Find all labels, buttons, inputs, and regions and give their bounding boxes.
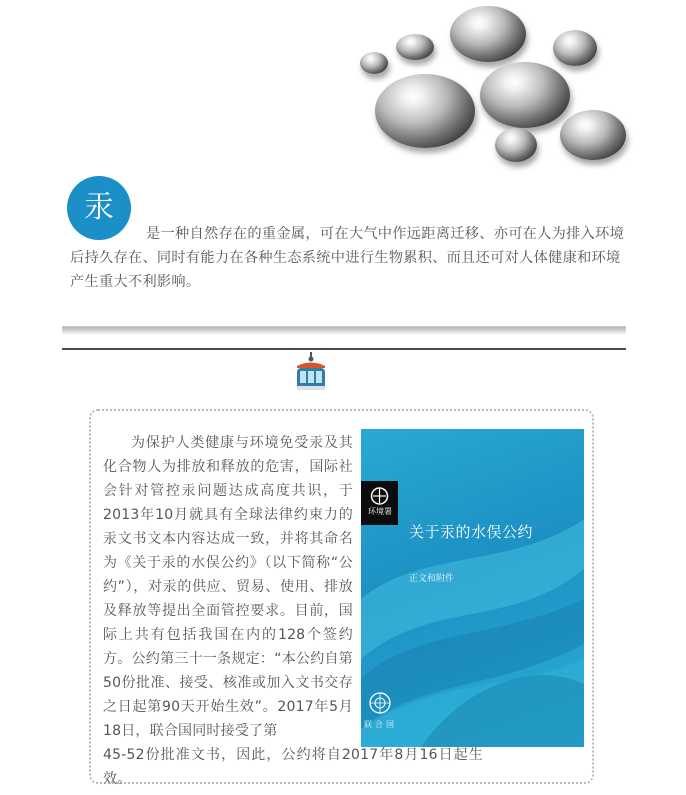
mercury-droplet: [360, 52, 388, 74]
mercury-droplet: [450, 6, 526, 62]
cover-title: 关于汞的水俣公约: [409, 523, 534, 541]
un-label: 联合国: [364, 720, 397, 729]
mercury-droplet: [560, 110, 626, 160]
unep-label: 环境署: [368, 507, 392, 516]
mercury-badge: 汞: [67, 176, 131, 240]
convention-text-tail: 45-52份批准文书，因此，公约将自2017年8月16日起生效。: [103, 747, 483, 787]
mercury-droplet: [553, 30, 597, 66]
cable-car-icon: [294, 352, 328, 394]
cover-subtitle: 正文和附件: [409, 574, 455, 584]
convention-text: 为保护人类健康与环境免受汞及其化合物人为排放和释放的危害，国际社会针对管控汞问题达成高度共识，于2013年10月就具有全球法律约束力的汞文书文本内容达成一致，并将其命名为《关于汞的水俣公约》（以下简称“公约”），对汞的供应、贸易、使用、排放及释放等提出全面管控要求。目前，国际上共有包括我国在内的128个签约方。公约第三十一条规定：“本公约自第50份批准、接受、核准或加入文书交存之日起第90天开始生效”。2017年5月18日，联合国同时接受了第: [103, 435, 353, 739]
mercury-droplet: [375, 74, 475, 148]
mercury-droplet: [480, 62, 570, 128]
intro-paragraph: 是一种自然存在的重金属，可在大气中作远距离迁移、亦可在人为排入环境后持久存在、同时有能力在各种生态系统中进行生物累积、而且还可对人体健康和环境产生重大不利影响。: [70, 226, 625, 290]
convention-book-cover: [361, 429, 584, 747]
mercury-droplet: [396, 34, 434, 60]
un-emblem-icon: [363, 689, 397, 719]
mercury-droplets-image: [350, 0, 640, 175]
mercury-droplet: [495, 128, 537, 162]
section-divider: [62, 348, 626, 350]
unep-logo: [361, 481, 398, 525]
shadow-divider: [62, 326, 626, 335]
